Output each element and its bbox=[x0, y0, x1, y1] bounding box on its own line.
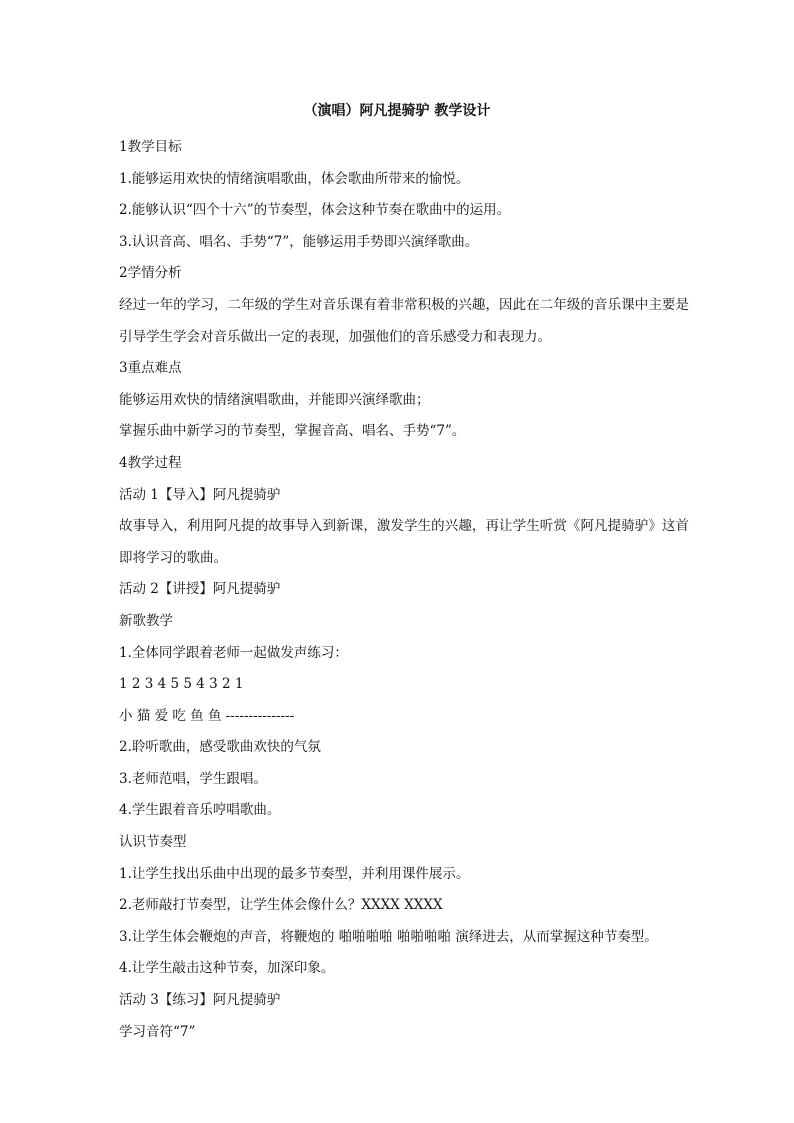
rhythm-step-3: 3.让学生体会鞭炮的声音，将鞭炮的 啪啪啪啪 啪啪啪啪 演绎进去，从而掌握这种节奏型。 bbox=[119, 928, 658, 945]
key-point-1: 能够运用欢快的情绪演唱歌曲，并能即兴演绎歌曲； bbox=[119, 391, 430, 408]
activity-1-paragraph: 故事导入，利用阿凡提的故事导入到新课，激发学生的兴趣，再让学生听赏《阿凡提骑驴》这首即将学习的歌曲。 bbox=[119, 518, 689, 566]
subheading-new-song: 新歌教学 bbox=[119, 612, 173, 629]
song-step-3: 3.老师范唱，学生跟唱。 bbox=[119, 770, 267, 787]
subheading-note-7: 学习音符“7” bbox=[119, 1023, 196, 1040]
song-step-4: 4.学生跟着音乐哼唱歌曲。 bbox=[119, 802, 281, 819]
vocal-exercise-notes: 1 2 3 4 5 5 4 3 2 1 bbox=[119, 676, 244, 693]
analysis-paragraph: 经过一年的学习，二年级的学生对音乐课有着非常积极的兴趣，因此在二年级的音乐课中主要是引导学生学会对音乐做出一定的表现，加强他们的音乐感受力和表现力。 bbox=[119, 296, 689, 345]
activity-1-heading: 活动 1【导入】阿凡提骑驴 bbox=[119, 486, 281, 503]
vocal-exercise-lyrics: 小 猫 爱 吃 鱼 鱼 --------------- bbox=[119, 707, 295, 724]
subheading-rhythm: 认识节奏型 bbox=[119, 834, 187, 851]
document-title: （演唱）阿凡提骑驴 教学设计 bbox=[303, 103, 491, 119]
rhythm-step-2: 2.老师敲打节奏型，让学生体会像什么？XXXX XXXX bbox=[119, 897, 443, 914]
objective-item-2: 2.能够认识“四个十六”的节奏型，体会这种节奏在歌曲中的运用。 bbox=[119, 202, 511, 219]
activity-2-heading: 活动 2【讲授】阿凡提骑驴 bbox=[119, 581, 281, 598]
key-point-2: 掌握乐曲中新学习的节奏型，掌握音高、唱名、手势“7”。 bbox=[119, 423, 466, 440]
document-body bbox=[119, 132, 689, 1048]
activity-3-heading: 活动 3【练习】阿凡提骑驴 bbox=[119, 992, 281, 1009]
objective-item-1: 1.能够运用欢快的情绪演唱歌曲，体会歌曲所带来的愉悦。 bbox=[119, 170, 470, 187]
rhythm-step-4: 4.让学生敲击这种节奏，加深印象。 bbox=[119, 960, 335, 977]
section-heading-key-points: 3重点难点 bbox=[119, 360, 182, 377]
section-heading-process: 4教学过程 bbox=[119, 454, 182, 471]
section-heading-objectives: 1教学目标 bbox=[119, 139, 182, 155]
rhythm-step-1: 1.让学生找出乐曲中出现的最多节奏型，并利用课件展示。 bbox=[119, 865, 470, 882]
objective-item-3: 3.认识音高、唱名、手势“7”，能够运用手势即兴演绎歌曲。 bbox=[119, 233, 479, 250]
section-heading-analysis: 2学情分析 bbox=[119, 265, 182, 282]
song-step-1: 1.全体同学跟着老师一起做发声练习： bbox=[119, 644, 348, 661]
song-step-2: 2.聆听歌曲，感受歌曲欢快的气氛 bbox=[119, 739, 321, 756]
